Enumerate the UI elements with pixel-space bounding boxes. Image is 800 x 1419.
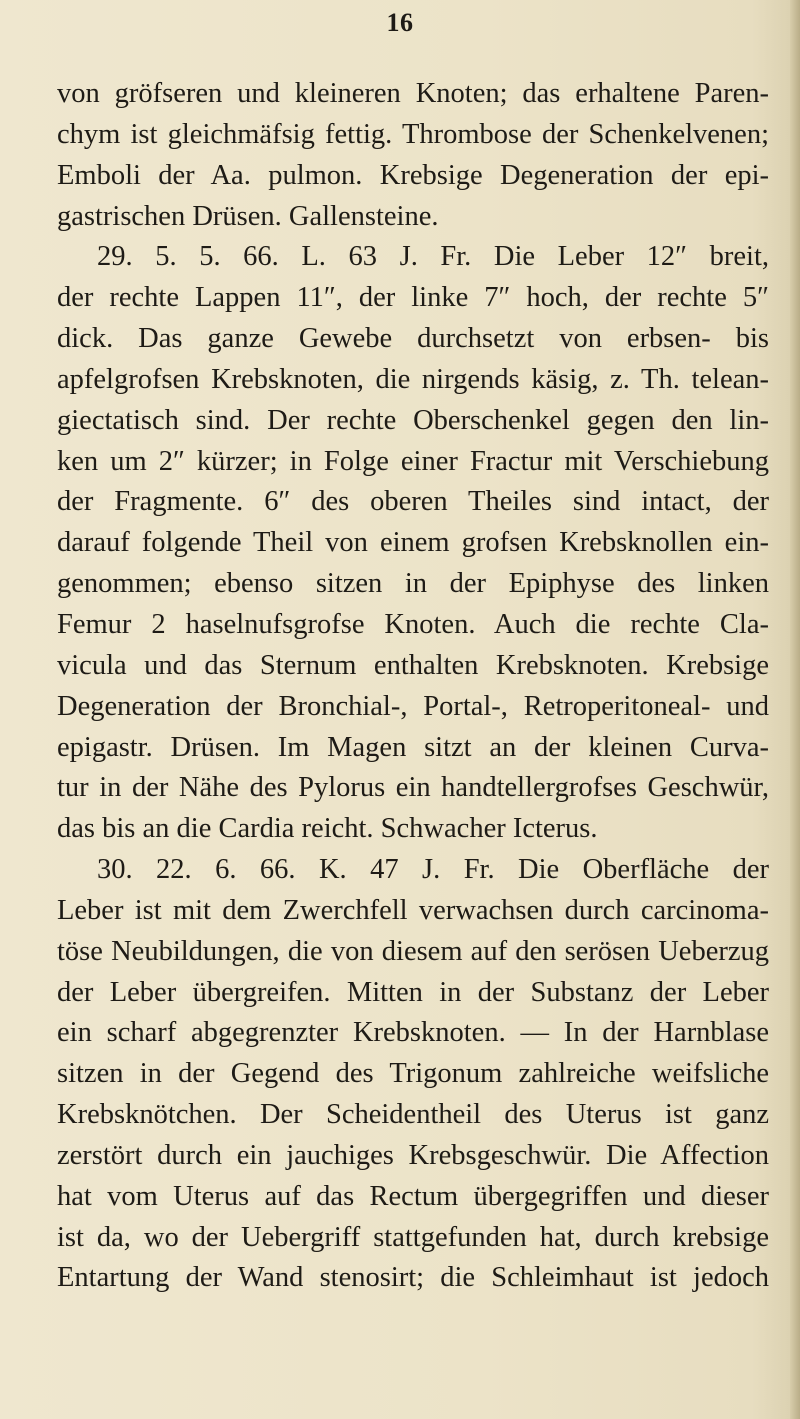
text-line: Emboli der Aa. pulmon. Krebsige Degeneration der epi- [57,159,769,191]
text-line: darauf folgende Theil von einem grofsen Krebsknollen ein- [57,527,769,559]
text-line: hat vom Uterus auf das Rectum übergegriffen und dieser [57,1180,769,1212]
text-line: töse Neubildungen, die von diesem auf den serösen Ueberzug [57,935,769,967]
text-line: Femur 2 haselnufsgrofse Knoten. Auch die rechte Cla- [57,608,769,640]
text-line: ken um 2″ kürzer; in Folge einer Fractur mit Verschiebung [57,445,769,477]
text-line: apfelgrofsen Krebsknoten, die nirgends käsig, z. Th. telean- [57,363,769,395]
text-line: das bis an die Cardia reicht. Schwacher Icterus. [57,813,598,845]
text-line: epigastr. Drüsen. Im Magen sitzt an der kleinen Curva- [57,731,769,763]
text-line: Leber ist mit dem Zwerchfell verwachsen durch carcinoma- [57,894,769,926]
text-line: 29. 5. 5. 66. L. 63 J. Fr. Die Leber 12″ breit, [97,241,769,273]
text-line: giectatisch sind. Der rechte Oberschenkel gegen den lin- [57,404,769,436]
text-line: tur in der Nähe des Pylorus ein handtellergrofses Geschwür, [57,772,769,804]
text-line: gastrischen Drüsen. Gallensteine. [57,200,439,232]
text-line: zerstört durch ein jauchiges Krebsgeschwür. Die Affection [57,1139,769,1171]
text-line: 30. 22. 6. 66. K. 47 J. Fr. Die Oberfläche der [97,854,769,886]
text-line: sitzen in der Gegend des Trigonum zahlreiche weifsliche [57,1058,769,1090]
text-line: Krebsknötchen. Der Scheidentheil des Uterus ist ganz [57,1099,769,1131]
page-edge-shadow [790,0,800,1419]
text-line: ein scharf abgegrenzter Krebsknoten. — In der Harnblase [57,1017,769,1049]
text-line: der rechte Lappen 11″, der linke 7″ hoch, der rechte 5″ [57,282,769,314]
text-line: dick. Das ganze Gewebe durchsetzt von erbsen- bis [57,323,769,355]
text-line: ist da, wo der Uebergriff stattgefunden hat, durch krebsige [57,1221,769,1253]
text-line: der Fragmente. 6″ des oberen Theiles sind intact, der [57,486,769,518]
text-line: Degeneration der Bronchial-, Portal-, Retroperitoneal- und [57,690,769,722]
body-text [57,74,769,1299]
text-line: genommen; ebenso sitzen in der Epiphyse des linken [57,568,769,600]
text-line: von gröfseren und kleineren Knoten; das erhaltene Paren- [57,78,769,109]
text-line: Entartung der Wand stenosirt; die Schleimhaut ist jedoch [57,1262,769,1294]
text-line: vicula und das Sternum enthalten Krebsknoten. Krebsige [57,649,769,681]
text-line: der Leber übergreifen. Mitten in der Substanz der Leber [57,976,769,1008]
page-number: 16 [386,8,414,37]
text-line: chym ist gleichmäfsig fettig. Thrombose der Schenkelvenen; [57,118,769,150]
